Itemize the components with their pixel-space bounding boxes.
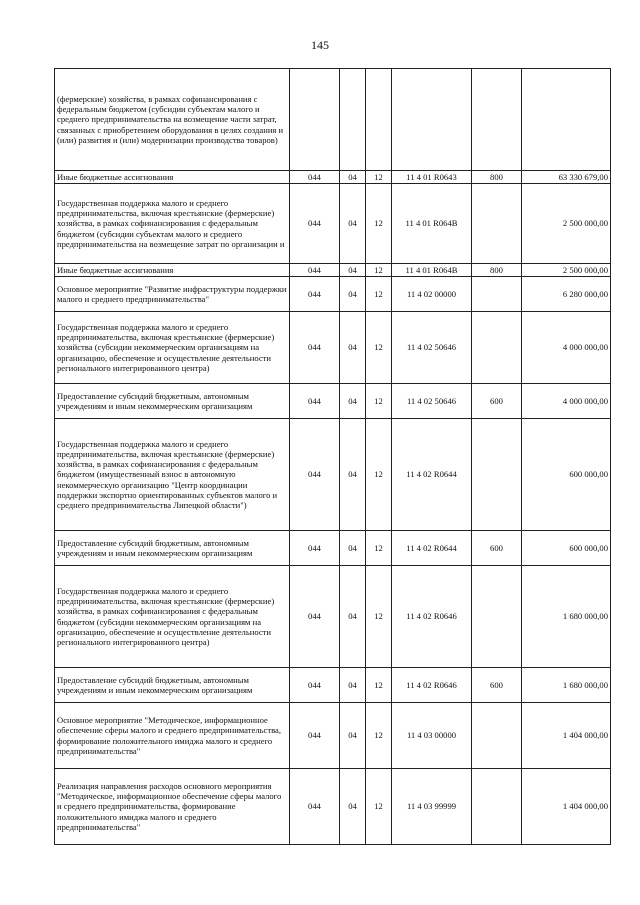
row-section-code: 04 bbox=[340, 384, 366, 419]
row-expense-type bbox=[472, 69, 522, 171]
row-name: Государственная поддержка малого и среднего предпринимательства, включая крестьянские (фермерские) хозяйства, в рамках софинансирования с федеральным бюджетом (имущественный взнос в автономную некоммерческую организацию "Центр координации поддержки экспортно ориентированных субъектов малого и среднего предпринимательства Липецкой области") bbox=[55, 419, 290, 531]
row-amount: 600 000,00 bbox=[522, 419, 611, 531]
row-section-code: 04 bbox=[340, 668, 366, 703]
row-expense-type: 800 bbox=[472, 171, 522, 184]
row-subsection-code: 12 bbox=[366, 531, 392, 566]
table-row bbox=[55, 703, 611, 769]
row-target-article: 11 4 02 R0646 bbox=[392, 668, 472, 703]
row-subsection-code: 12 bbox=[366, 419, 392, 531]
row-ministry-code bbox=[290, 69, 340, 171]
table-row bbox=[55, 668, 611, 703]
row-subsection-code: 12 bbox=[366, 264, 392, 277]
row-ministry-code: 044 bbox=[290, 419, 340, 531]
table-row bbox=[55, 312, 611, 384]
row-subsection-code: 12 bbox=[366, 566, 392, 668]
row-target-article: 11 4 01 R0643 bbox=[392, 171, 472, 184]
row-section-code: 04 bbox=[340, 531, 366, 566]
row-expense-type bbox=[472, 703, 522, 769]
row-ministry-code: 044 bbox=[290, 384, 340, 419]
row-amount: 4 000 000,00 bbox=[522, 384, 611, 419]
row-ministry-code: 044 bbox=[290, 566, 340, 668]
row-subsection-code: 12 bbox=[366, 312, 392, 384]
row-expense-type bbox=[472, 312, 522, 384]
row-subsection-code: 12 bbox=[366, 703, 392, 769]
row-section-code: 04 bbox=[340, 419, 366, 531]
row-section-code: 04 bbox=[340, 312, 366, 384]
row-expense-type: 800 bbox=[472, 264, 522, 277]
row-ministry-code: 044 bbox=[290, 312, 340, 384]
row-amount: 600 000,00 bbox=[522, 531, 611, 566]
row-amount: 63 330 679,00 bbox=[522, 171, 611, 184]
row-subsection-code: 12 bbox=[366, 277, 392, 312]
row-target-article: 11 4 02 50646 bbox=[392, 312, 472, 384]
row-ministry-code: 044 bbox=[290, 668, 340, 703]
table-row bbox=[55, 69, 611, 171]
row-section-code: 04 bbox=[340, 171, 366, 184]
row-name: Предоставление субсидий бюджетным, автономным учреждениям и иным некоммерческим организациям bbox=[55, 384, 290, 419]
table-row bbox=[55, 769, 611, 845]
row-amount: 1 404 000,00 bbox=[522, 703, 611, 769]
table-row bbox=[55, 384, 611, 419]
row-target-article: 11 4 02 R0646 bbox=[392, 566, 472, 668]
row-target-article: 11 4 02 R0644 bbox=[392, 531, 472, 566]
row-subsection-code: 12 bbox=[366, 171, 392, 184]
row-amount: 1 680 000,00 bbox=[522, 668, 611, 703]
row-ministry-code: 044 bbox=[290, 171, 340, 184]
row-section-code: 04 bbox=[340, 703, 366, 769]
row-name: (фермерские) хозяйства, в рамках софинансирования с федеральным бюджетом (субсидии субъектам малого и среднего предпринимательства на возмещение части затрат, связанных с приобретением оборудования в целях создания и (или) развития и (или) модернизации производства товаров) bbox=[55, 69, 290, 171]
row-name: Предоставление субсидий бюджетным, автономным учреждениям и иным некоммерческим организациям bbox=[55, 668, 290, 703]
row-expense-type bbox=[472, 769, 522, 845]
row-section-code: 04 bbox=[340, 184, 366, 264]
row-amount: 2 500 000,00 bbox=[522, 264, 611, 277]
row-ministry-code: 044 bbox=[290, 264, 340, 277]
row-section-code: 04 bbox=[340, 264, 366, 277]
row-subsection-code bbox=[366, 69, 392, 171]
row-name: Основное мероприятие "Методическое, информационное обеспечение сферы малого и среднего предпринимательства, формирование положительного имиджа малого и среднего предпринимательства" bbox=[55, 703, 290, 769]
row-expense-type bbox=[472, 184, 522, 264]
table-row bbox=[55, 419, 611, 531]
budget-table bbox=[54, 68, 611, 845]
row-amount: 1 404 000,00 bbox=[522, 769, 611, 845]
row-ministry-code: 044 bbox=[290, 703, 340, 769]
row-name: Предоставление субсидий бюджетным, автономным учреждениям и иным некоммерческим организациям bbox=[55, 531, 290, 566]
row-expense-type: 600 bbox=[472, 668, 522, 703]
row-amount: 4 000 000,00 bbox=[522, 312, 611, 384]
row-expense-type bbox=[472, 566, 522, 668]
row-amount: 6 280 000,00 bbox=[522, 277, 611, 312]
row-name: Государственная поддержка малого и среднего предпринимательства, включая крестьянские (фермерские) хозяйства, в рамках софинансирования с федеральным бюджетом (субсидии субъектам малого и среднего предпринимательства на возмещение затрат по организации и bbox=[55, 184, 290, 264]
row-target-article: 11 4 03 99999 bbox=[392, 769, 472, 845]
row-name: Иные бюджетные ассигнования bbox=[55, 171, 290, 184]
row-expense-type: 600 bbox=[472, 531, 522, 566]
row-name: Иные бюджетные ассигнования bbox=[55, 264, 290, 277]
row-subsection-code: 12 bbox=[366, 184, 392, 264]
row-subsection-code: 12 bbox=[366, 668, 392, 703]
table-row bbox=[55, 184, 611, 264]
row-ministry-code: 044 bbox=[290, 184, 340, 264]
row-target-article: 11 4 03 00000 bbox=[392, 703, 472, 769]
table-row bbox=[55, 264, 611, 277]
row-section-code bbox=[340, 69, 366, 171]
row-target-article: 11 4 01 R064В bbox=[392, 184, 472, 264]
row-section-code: 04 bbox=[340, 769, 366, 845]
row-target-article: 11 4 02 R0644 bbox=[392, 419, 472, 531]
row-expense-type bbox=[472, 419, 522, 531]
row-ministry-code: 044 bbox=[290, 277, 340, 312]
row-target-article: 11 4 01 R064В bbox=[392, 264, 472, 277]
row-target-article: 11 4 02 00000 bbox=[392, 277, 472, 312]
row-subsection-code: 12 bbox=[366, 384, 392, 419]
row-name: Реализация направления расходов основного мероприятия "Методическое, информационное обеспечение сферы малого и среднего предпринимательства, формирование положительного имиджа малого и среднего предпринимательства" bbox=[55, 769, 290, 845]
table-row bbox=[55, 277, 611, 312]
row-expense-type: 600 bbox=[472, 384, 522, 419]
row-amount: 2 500 000,00 bbox=[522, 184, 611, 264]
row-name: Государственная поддержка малого и среднего предпринимательства, включая крестьянские (фермерские) хозяйства (субсидии некоммерческим организациям на организацию, обеспечение и осуществление деятельности регионального интегрированного центра) bbox=[55, 312, 290, 384]
row-amount: 1 680 000,00 bbox=[522, 566, 611, 668]
row-target-article bbox=[392, 69, 472, 171]
table-row bbox=[55, 171, 611, 184]
table-row bbox=[55, 531, 611, 566]
row-target-article: 11 4 02 50646 bbox=[392, 384, 472, 419]
row-ministry-code: 044 bbox=[290, 531, 340, 566]
row-section-code: 04 bbox=[340, 566, 366, 668]
row-section-code: 04 bbox=[340, 277, 366, 312]
row-ministry-code: 044 bbox=[290, 769, 340, 845]
table-row bbox=[55, 566, 611, 668]
row-subsection-code: 12 bbox=[366, 769, 392, 845]
budget-table-body bbox=[55, 69, 611, 845]
row-amount bbox=[522, 69, 611, 171]
row-expense-type bbox=[472, 277, 522, 312]
row-name: Государственная поддержка малого и среднего предпринимательства, включая крестьянские (фермерские) хозяйства, в рамках софинансирования с федеральным бюджетом (субсидии некоммерческим организациям на организацию, обеспечение и осуществление деятельности регионального интегрированного центра) bbox=[55, 566, 290, 668]
row-name: Основное мероприятие "Развитие инфраструктуры поддержки малого и среднего предпринимательства" bbox=[55, 277, 290, 312]
page-number: 145 bbox=[311, 38, 329, 52]
